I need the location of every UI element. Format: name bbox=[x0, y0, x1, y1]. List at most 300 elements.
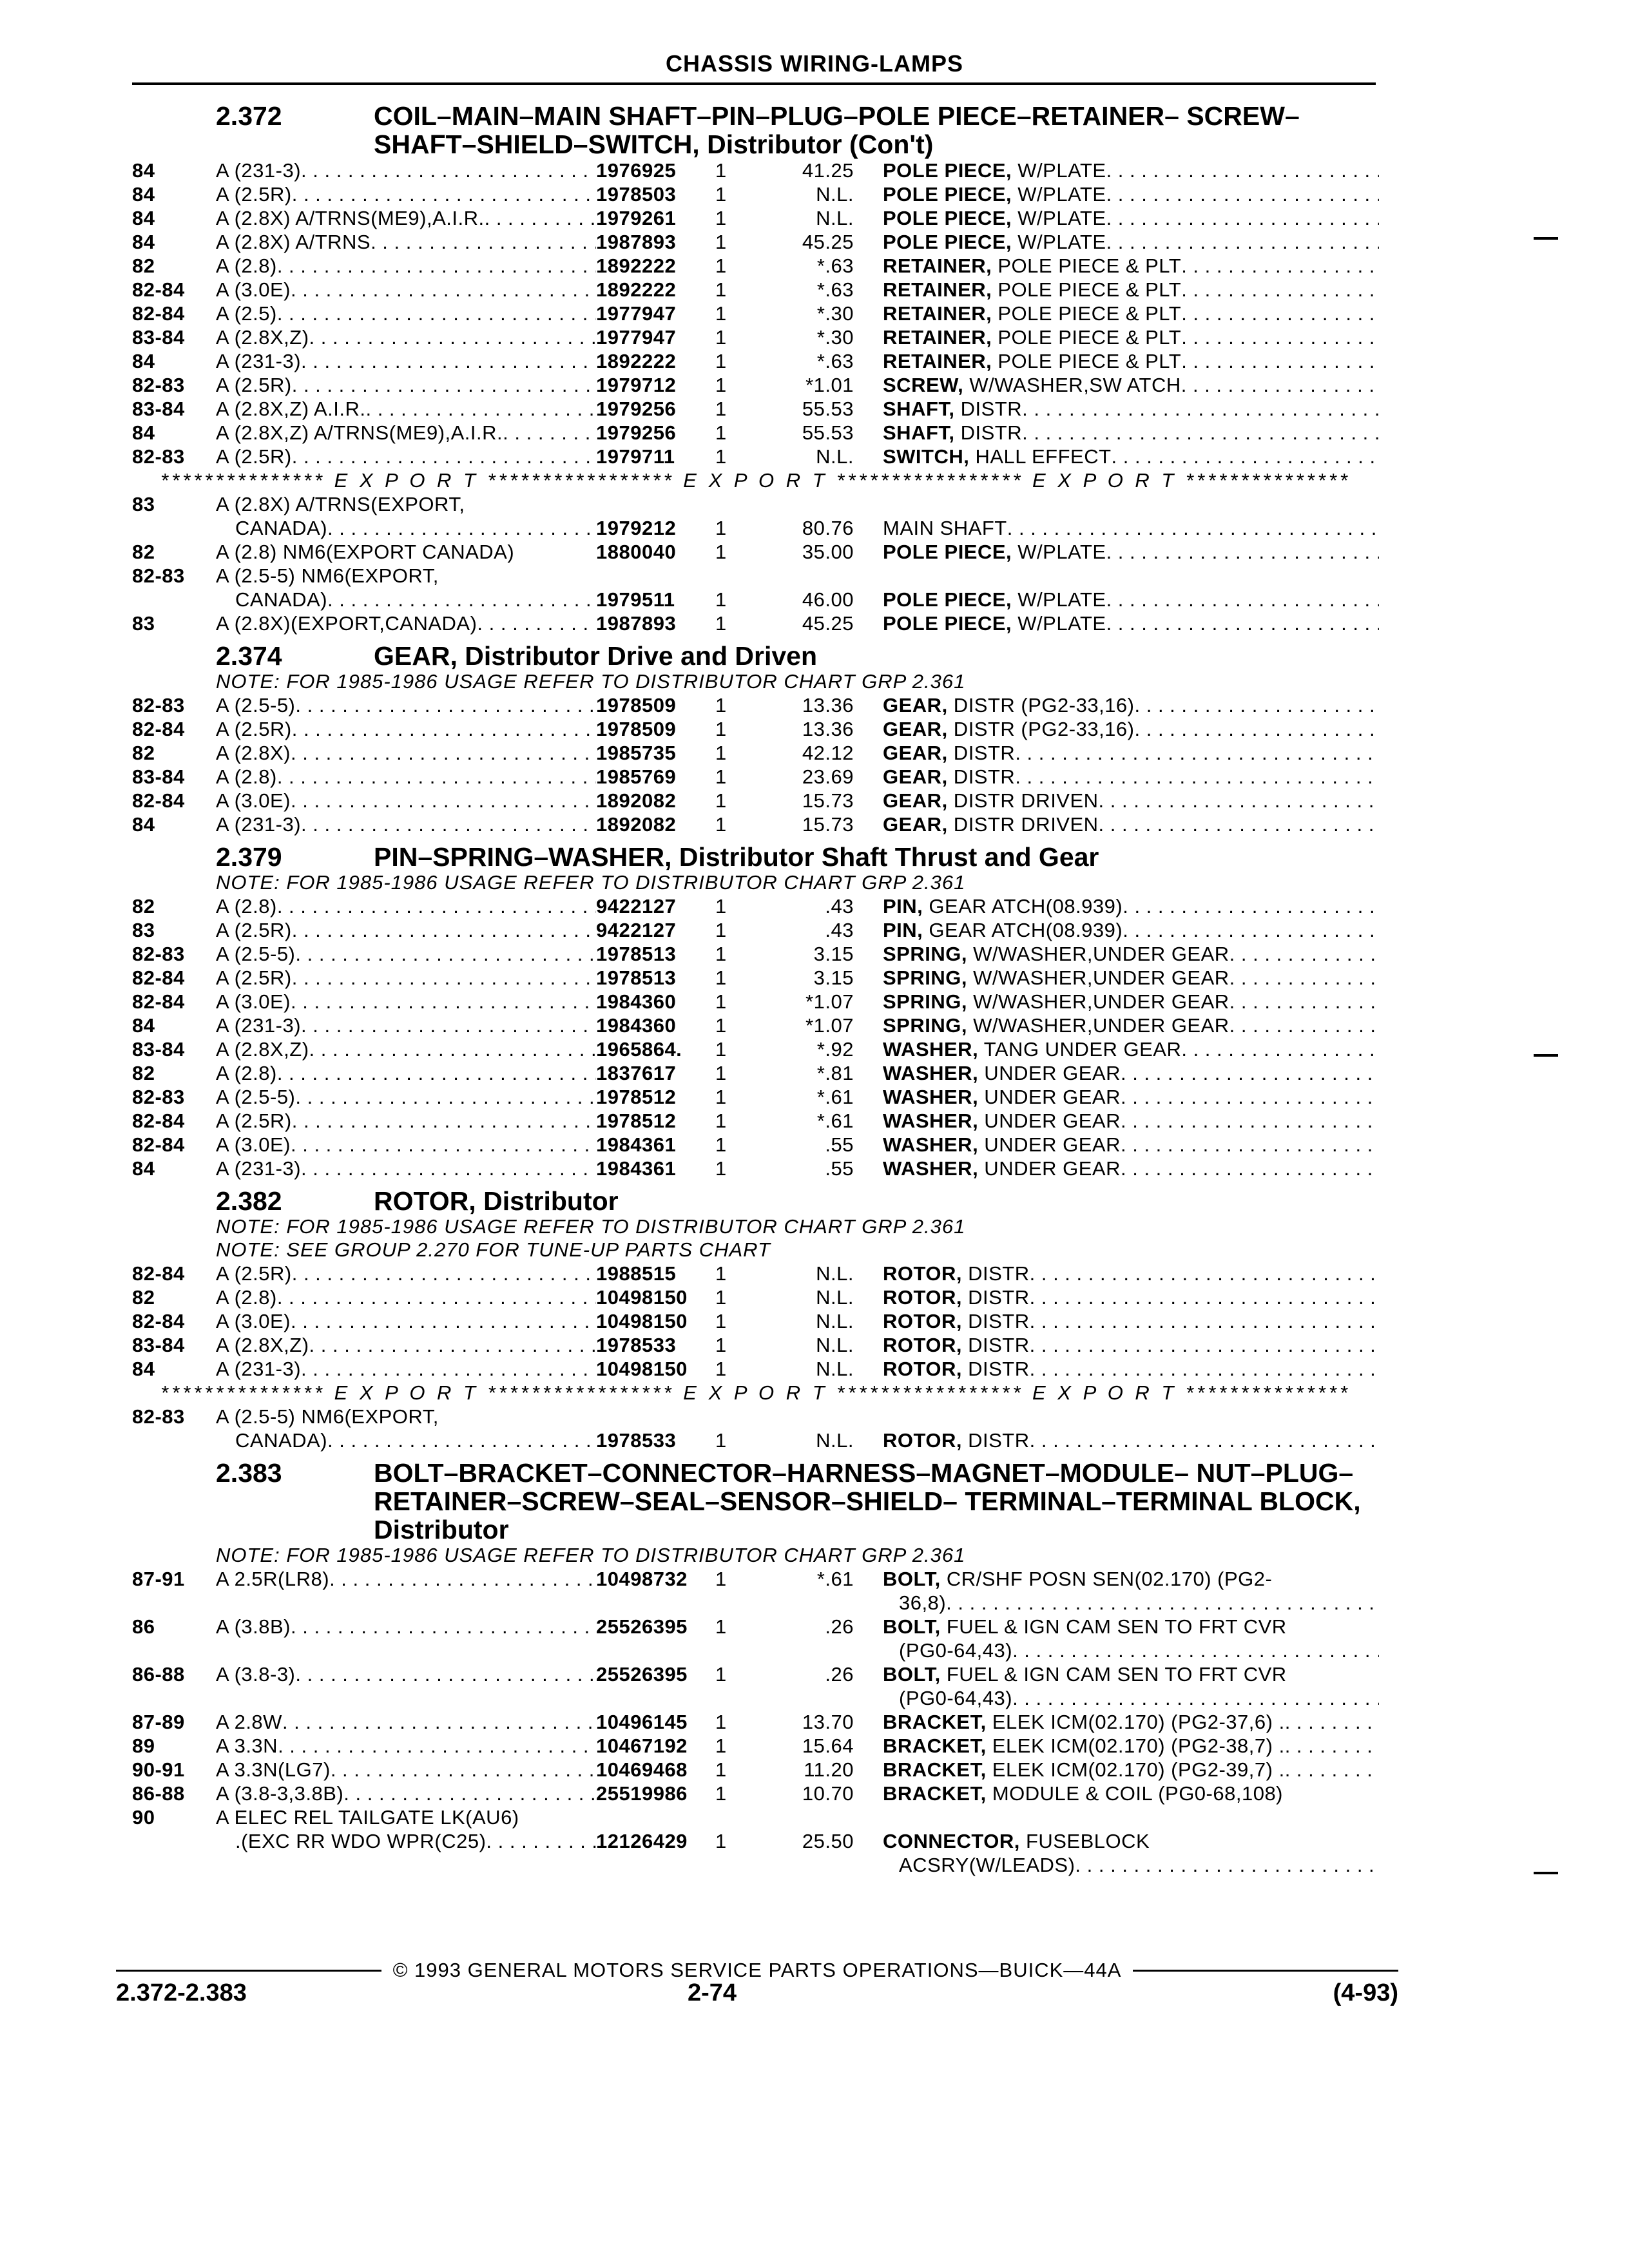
description: RETAINER, POLE PIECE & PLT bbox=[883, 278, 1182, 301]
application-cell bbox=[216, 1662, 596, 1686]
part-number: 1978513 bbox=[596, 966, 677, 989]
part-row bbox=[132, 373, 1379, 397]
quantity: 1 bbox=[715, 1062, 727, 1084]
description-cell bbox=[854, 717, 1379, 741]
description-cell bbox=[854, 564, 1379, 588]
price: N.L. bbox=[816, 207, 854, 229]
application-cell bbox=[216, 159, 596, 182]
leader-dots bbox=[309, 325, 596, 349]
description-keyword: POLE PIECE, bbox=[883, 183, 1012, 206]
price: N.L. bbox=[816, 1286, 854, 1309]
quantity: 1 bbox=[715, 895, 727, 918]
part-row bbox=[132, 1428, 1379, 1452]
description: MAIN SHAFT bbox=[883, 517, 1007, 539]
price: N.L. bbox=[816, 183, 854, 206]
application: A (2.5R) bbox=[216, 374, 292, 396]
application-cell bbox=[216, 182, 596, 206]
application-cell bbox=[216, 206, 596, 230]
leader-dots bbox=[1285, 1710, 1379, 1734]
application-cell bbox=[216, 302, 596, 325]
application-cell bbox=[216, 1357, 596, 1381]
quantity bbox=[706, 1405, 757, 1428]
part-number: 1978509 bbox=[596, 694, 677, 716]
application: A (2.8) bbox=[216, 1062, 277, 1084]
price: 15.73 bbox=[802, 813, 854, 836]
description-keyword: GEAR, bbox=[883, 742, 948, 764]
description-keyword: RETAINER, bbox=[883, 326, 992, 349]
description: SPRING, W/WASHER,UNDER GEAR bbox=[883, 943, 1229, 965]
description-cell bbox=[854, 918, 1379, 942]
description-cell bbox=[854, 159, 1379, 182]
leader-dots bbox=[1181, 349, 1379, 373]
part-number: 1978509 bbox=[596, 718, 677, 740]
application-cell bbox=[216, 1686, 596, 1710]
leader-dots bbox=[1229, 1014, 1379, 1037]
model-years: 83-84 bbox=[132, 1334, 185, 1356]
leader-dots bbox=[1229, 990, 1379, 1014]
price: 46.00 bbox=[802, 588, 854, 611]
part-row bbox=[132, 492, 1379, 516]
model-years: 86-88 bbox=[132, 1663, 185, 1686]
description-keyword: SHAFT, bbox=[883, 421, 955, 444]
description-keyword: CONNECTOR, bbox=[883, 1830, 1020, 1852]
description: GEAR, DISTR bbox=[883, 765, 1016, 788]
section-title: PIN–SPRING–WASHER, Distributor Shaft Thrust and Gear bbox=[374, 842, 1099, 872]
model-years bbox=[132, 1829, 216, 1853]
price: *1.07 bbox=[805, 990, 854, 1013]
part-number: 1880040 bbox=[596, 541, 677, 563]
quantity: 1 bbox=[715, 588, 727, 611]
leader-dots bbox=[277, 302, 596, 325]
application: A (231-3) bbox=[216, 813, 302, 836]
quantity: 1 bbox=[715, 1157, 727, 1180]
model-years: 83 bbox=[132, 919, 155, 941]
quantity bbox=[706, 1686, 757, 1710]
price: .55 bbox=[825, 1133, 854, 1156]
description-keyword: GEAR, bbox=[883, 718, 948, 740]
part-row bbox=[132, 421, 1379, 445]
part-number: 1979261 bbox=[596, 207, 677, 229]
description: POLE PIECE, W/PLATE bbox=[883, 183, 1106, 206]
footer-rule-left bbox=[116, 1970, 381, 1972]
description-keyword: POLE PIECE, bbox=[883, 159, 1012, 182]
application: A (2.5R) bbox=[216, 966, 292, 989]
description-keyword: WASHER, bbox=[883, 1086, 979, 1108]
quantity: 1 bbox=[715, 1334, 727, 1356]
part-number: 1978512 bbox=[596, 1110, 677, 1132]
quantity: 1 bbox=[715, 374, 727, 396]
description: POLE PIECE, W/PLATE bbox=[883, 207, 1106, 229]
price: 42.12 bbox=[802, 742, 854, 764]
application-cell bbox=[216, 1061, 596, 1085]
application-cell bbox=[216, 1285, 596, 1309]
model-years bbox=[132, 1428, 216, 1452]
description: GEAR, DISTR (PG2-33,16) bbox=[883, 718, 1135, 740]
description: GEAR, DISTR bbox=[883, 742, 1016, 764]
quantity: 1 bbox=[715, 1014, 727, 1037]
part-number: 25526395 bbox=[596, 1663, 688, 1686]
price: 13.70 bbox=[802, 1711, 854, 1733]
part-row bbox=[132, 182, 1379, 206]
description: ACSRY(W/LEADS) bbox=[899, 1854, 1075, 1876]
footer-section-range: 2.372-2.383 bbox=[116, 1979, 247, 2006]
application: A (3.8-3) bbox=[216, 1663, 296, 1686]
application: A (2.8X,Z) A/TRNS(ME9),A.I.R. bbox=[216, 421, 503, 444]
description-cell bbox=[854, 942, 1379, 966]
section-number: 2.382 bbox=[216, 1186, 282, 1216]
description-cell bbox=[854, 1085, 1379, 1109]
price: N.L. bbox=[816, 1358, 854, 1380]
description-cell bbox=[854, 1262, 1379, 1285]
description-keyword: BRACKET, bbox=[883, 1711, 987, 1733]
section-note: NOTE: FOR 1985-1986 USAGE REFER TO DISTRIBUTOR CHART GRP 2.361 bbox=[216, 1544, 966, 1566]
description: SCREW, W/WASHER,SW ATCH bbox=[883, 374, 1181, 396]
description-keyword: SPRING, bbox=[883, 943, 967, 965]
quantity: 1 bbox=[715, 445, 727, 468]
parts-section bbox=[132, 642, 1379, 836]
leader-dots bbox=[301, 159, 596, 182]
application-cell bbox=[216, 516, 596, 540]
leader-dots bbox=[277, 894, 596, 918]
model-years: 89 bbox=[132, 1735, 155, 1757]
description-cell bbox=[854, 1567, 1379, 1591]
part-number: 1979256 bbox=[596, 398, 677, 420]
leader-dots bbox=[1022, 421, 1379, 445]
leader-dots bbox=[1106, 182, 1379, 206]
part-row bbox=[132, 789, 1379, 812]
page-title: CHASSIS WIRING-LAMPS bbox=[665, 50, 963, 77]
model-years: 82-83 bbox=[132, 943, 185, 965]
application: CANADA) bbox=[235, 1429, 328, 1452]
description: WASHER, UNDER GEAR bbox=[883, 1086, 1121, 1108]
quantity: 1 bbox=[715, 966, 727, 989]
section-heading bbox=[132, 1459, 1379, 1544]
part-number: 1979711 bbox=[596, 445, 675, 468]
leader-dots bbox=[295, 942, 596, 966]
description-cell bbox=[854, 1061, 1379, 1085]
part-row bbox=[132, 540, 1379, 564]
application: A (2.5R) bbox=[216, 919, 292, 941]
section-heading bbox=[132, 102, 1379, 159]
price: 35.00 bbox=[802, 541, 854, 563]
application-cell bbox=[216, 693, 596, 717]
part-number: 1978503 bbox=[596, 183, 677, 206]
leader-dots bbox=[1135, 693, 1380, 717]
description: WASHER, UNDER GEAR bbox=[883, 1110, 1121, 1132]
description: 36,8) bbox=[899, 1591, 947, 1614]
footer-revision-date: (4-93) bbox=[1333, 1979, 1399, 2006]
description: BRACKET, ELEK ICM(02.170) (PG2-38,7) . bbox=[883, 1735, 1285, 1757]
margin-mark bbox=[1534, 237, 1558, 240]
description: BOLT, CR/SHF POSN SEN(02.170) (PG2- bbox=[883, 1568, 1273, 1590]
parts-section bbox=[132, 1459, 1379, 1877]
price: 10.70 bbox=[802, 1782, 854, 1805]
quantity: 1 bbox=[715, 1429, 727, 1452]
quantity bbox=[706, 1591, 757, 1615]
part-number: 1978513 bbox=[596, 943, 677, 965]
description-cell bbox=[854, 182, 1379, 206]
leader-dots bbox=[292, 966, 596, 990]
application-cell bbox=[216, 230, 596, 254]
price: *.30 bbox=[816, 302, 854, 325]
part-row bbox=[132, 1061, 1379, 1085]
application-cell bbox=[216, 1428, 596, 1452]
model-years: 82-83 bbox=[132, 564, 185, 587]
leader-dots bbox=[1007, 516, 1379, 540]
description: POLE PIECE, W/PLATE bbox=[883, 231, 1106, 253]
price bbox=[757, 1405, 854, 1428]
part-number: 9422127 bbox=[596, 895, 677, 918]
leader-dots bbox=[301, 1357, 596, 1381]
header-rule bbox=[132, 82, 1376, 85]
application: A (231-3) bbox=[216, 1014, 302, 1037]
part-row bbox=[132, 564, 1379, 588]
leader-dots bbox=[1181, 325, 1379, 349]
part-row bbox=[132, 302, 1379, 325]
price: 11.20 bbox=[804, 1758, 854, 1781]
application-cell bbox=[216, 397, 596, 421]
description-keyword: SWITCH, bbox=[883, 445, 970, 468]
description-cell bbox=[854, 894, 1379, 918]
part-row bbox=[132, 254, 1379, 278]
price: 45.25 bbox=[802, 231, 854, 253]
application: A (2.8X) A/TRNS(ME9),A.I.R. bbox=[216, 207, 485, 229]
model-years: 86-88 bbox=[132, 1782, 185, 1805]
part-number bbox=[596, 1591, 706, 1615]
part-row bbox=[132, 1853, 1379, 1877]
model-years: 82-83 bbox=[132, 445, 185, 468]
application-cell bbox=[216, 349, 596, 373]
description-cell bbox=[854, 492, 1379, 516]
application-cell bbox=[216, 421, 596, 445]
footer-copyright: © 1993 GENERAL MOTORS SERVICE PARTS OPERATIONS—BUICK—44A bbox=[392, 1959, 1122, 1981]
application: A (2.8X,Z) bbox=[216, 1038, 309, 1061]
quantity: 1 bbox=[715, 1568, 727, 1590]
part-row bbox=[132, 741, 1379, 765]
price bbox=[757, 564, 854, 588]
description-cell bbox=[854, 1734, 1379, 1758]
quantity: 1 bbox=[715, 694, 727, 716]
quantity: 1 bbox=[715, 990, 727, 1013]
section-note: NOTE: SEE GROUP 2.270 FOR TUNE-UP PARTS CHART bbox=[216, 1238, 771, 1261]
description: RETAINER, POLE PIECE & PLT bbox=[883, 326, 1182, 349]
description-cell bbox=[854, 1782, 1379, 1805]
application: A (2.8) bbox=[216, 1286, 277, 1309]
application: A (2.5R) bbox=[216, 1110, 292, 1132]
price: *.63 bbox=[816, 255, 854, 277]
export-separator: *************** E X P O R T ***************** E X P O R T ***************** E X P O R T *************** bbox=[160, 1381, 1351, 1404]
price: .55 bbox=[825, 1157, 854, 1180]
leader-dots bbox=[292, 918, 596, 942]
section-title: ROTOR, Distributor bbox=[374, 1186, 619, 1216]
description: PIN, GEAR ATCH(08.939) bbox=[883, 895, 1123, 918]
application-cell bbox=[216, 1333, 596, 1357]
leader-dots bbox=[365, 397, 596, 421]
application: A 2.8W bbox=[216, 1711, 282, 1733]
application: A (2.8X,Z) bbox=[216, 326, 309, 349]
leader-dots bbox=[327, 1428, 596, 1452]
quantity bbox=[706, 492, 757, 516]
leader-dots bbox=[282, 1710, 596, 1734]
model-years bbox=[132, 1639, 216, 1662]
part-row bbox=[132, 325, 1379, 349]
leader-dots bbox=[295, 693, 596, 717]
model-years: 83-84 bbox=[132, 1038, 185, 1061]
part-number: 1977947 bbox=[596, 326, 677, 349]
model-years: 82-83 bbox=[132, 1086, 185, 1108]
description: SPRING, W/WASHER,UNDER GEAR bbox=[883, 1014, 1229, 1037]
description-keyword: POLE PIECE, bbox=[883, 541, 1012, 563]
price bbox=[757, 1853, 854, 1877]
description-keyword: RETAINER, bbox=[883, 302, 992, 325]
quantity: 1 bbox=[715, 612, 727, 635]
description-keyword: POLE PIECE, bbox=[883, 588, 1012, 611]
model-years: 83 bbox=[132, 493, 155, 515]
part-number: 1978512 bbox=[596, 1086, 677, 1108]
leader-dots bbox=[301, 349, 596, 373]
model-years: 90-91 bbox=[132, 1758, 185, 1781]
leader-dots bbox=[1099, 789, 1379, 812]
description-keyword: WASHER, bbox=[883, 1038, 979, 1061]
description-cell bbox=[854, 990, 1379, 1014]
part-row bbox=[132, 397, 1379, 421]
description: BRACKET, ELEK ICM(02.170) (PG2-39,7) . bbox=[883, 1758, 1285, 1781]
description: PIN, GEAR ATCH(08.939) bbox=[883, 919, 1123, 941]
price: *1.01 bbox=[805, 374, 854, 396]
part-row bbox=[132, 588, 1379, 611]
leader-dots bbox=[1181, 278, 1379, 302]
quantity: 1 bbox=[715, 398, 727, 420]
part-number: 1979511 bbox=[596, 588, 675, 611]
leader-dots bbox=[1121, 1061, 1379, 1085]
leader-dots bbox=[277, 1285, 596, 1309]
description-keyword: WASHER, bbox=[883, 1062, 979, 1084]
leader-dots bbox=[1121, 1109, 1379, 1133]
description-keyword: RETAINER, bbox=[883, 255, 992, 277]
leader-dots bbox=[291, 741, 596, 765]
part-number: 1892082 bbox=[596, 789, 677, 812]
price: 55.53 bbox=[802, 398, 854, 420]
part-row bbox=[132, 1662, 1379, 1686]
description-keyword: BOLT, bbox=[883, 1615, 941, 1638]
part-row bbox=[132, 1333, 1379, 1357]
part-row bbox=[132, 1037, 1379, 1061]
description-keyword: SPRING, bbox=[883, 990, 967, 1013]
leader-dots bbox=[1012, 1639, 1379, 1662]
part-number: 10498150 bbox=[596, 1310, 688, 1332]
quantity: 1 bbox=[715, 1711, 727, 1733]
price: *.81 bbox=[816, 1062, 854, 1084]
quantity: 1 bbox=[715, 718, 727, 740]
model-years: 84 bbox=[132, 1157, 155, 1180]
leader-dots bbox=[1112, 445, 1379, 468]
part-row bbox=[132, 1309, 1379, 1333]
description-cell bbox=[854, 1428, 1379, 1452]
application-cell bbox=[216, 812, 596, 836]
model-years: 83-84 bbox=[132, 765, 185, 788]
part-number: 10469468 bbox=[596, 1758, 688, 1781]
description-cell bbox=[854, 588, 1379, 611]
description-cell bbox=[854, 1662, 1379, 1686]
leader-dots bbox=[1123, 918, 1379, 942]
part-number: 1892082 bbox=[596, 813, 677, 836]
quantity: 1 bbox=[715, 1615, 727, 1638]
quantity: 1 bbox=[715, 207, 727, 229]
application-cell bbox=[216, 1615, 596, 1639]
part-number: 1984361 bbox=[596, 1133, 677, 1156]
description: ROTOR, DISTR bbox=[883, 1262, 1030, 1285]
description: GEAR, DISTR (PG2-33,16) bbox=[883, 694, 1135, 716]
description-keyword: PIN, bbox=[883, 895, 923, 918]
section-number: 2.372 bbox=[216, 101, 282, 131]
description: GEAR, DISTR DRIVEN bbox=[883, 789, 1099, 812]
quantity: 1 bbox=[715, 302, 727, 325]
application-cell bbox=[216, 1014, 596, 1037]
application-cell bbox=[216, 1639, 596, 1662]
description-cell bbox=[854, 373, 1379, 397]
price: N.L. bbox=[816, 1429, 854, 1452]
part-row bbox=[132, 918, 1379, 942]
description-cell bbox=[854, 1710, 1379, 1734]
description-cell bbox=[854, 230, 1379, 254]
leader-dots bbox=[292, 373, 596, 397]
description-keyword: SCREW, bbox=[883, 374, 964, 396]
leader-dots bbox=[1015, 765, 1379, 789]
leader-dots bbox=[1181, 254, 1379, 278]
model-years: 82-84 bbox=[132, 789, 185, 812]
description-keyword: BOLT, bbox=[883, 1568, 941, 1590]
application-cell bbox=[216, 1782, 596, 1805]
quantity: 1 bbox=[715, 813, 727, 836]
price: N.L. bbox=[816, 445, 854, 468]
section-title: COIL–MAIN–MAIN SHAFT–PIN–PLUG–POLE PIECE–RETAINER– SCREW–SHAFT–SHIELD–SWITCH, Distributor (Con't) bbox=[374, 101, 1300, 159]
model-years: 84 bbox=[132, 231, 155, 253]
quantity: 1 bbox=[715, 1286, 727, 1309]
quantity bbox=[706, 1639, 757, 1662]
price bbox=[757, 1639, 854, 1662]
description: RETAINER, POLE PIECE & PLT bbox=[883, 350, 1182, 372]
part-number: 1978533 bbox=[596, 1334, 677, 1356]
leader-dots bbox=[486, 1829, 596, 1853]
application-cell bbox=[216, 1567, 596, 1591]
leader-dots bbox=[1229, 942, 1379, 966]
price: 15.73 bbox=[802, 789, 854, 812]
application-cell bbox=[216, 1133, 596, 1157]
section-title: BOLT–BRACKET–CONNECTOR–HARNESS–MAGNET–MODULE– NUT–PLUG–RETAINER–SCREW–SEAL–SENSOR–SHIELD– TERMINAL–TERMINAL BLOCK, Distributor bbox=[374, 1458, 1361, 1544]
leader-dots bbox=[327, 516, 596, 540]
model-years bbox=[132, 588, 216, 611]
leader-dots bbox=[1099, 812, 1379, 836]
leader-dots bbox=[1135, 717, 1380, 741]
application: A (2.5R) bbox=[216, 183, 292, 206]
part-number: 10498732 bbox=[596, 1568, 688, 1590]
leader-dots bbox=[292, 445, 596, 468]
application-cell bbox=[216, 611, 596, 635]
quantity: 1 bbox=[715, 1262, 727, 1285]
description-keyword: WASHER, bbox=[883, 1110, 979, 1132]
price: 13.36 bbox=[802, 694, 854, 716]
description-keyword: BRACKET, bbox=[883, 1758, 987, 1781]
part-number: 12126429 bbox=[596, 1830, 688, 1852]
quantity: 1 bbox=[715, 541, 727, 563]
description: (PG0-64,43) bbox=[899, 1687, 1013, 1709]
description: ROTOR, DISTR bbox=[883, 1310, 1030, 1332]
leader-dots bbox=[1123, 894, 1379, 918]
price: .26 bbox=[825, 1615, 854, 1638]
model-years: 82-84 bbox=[132, 718, 185, 740]
parts-section bbox=[132, 1187, 1379, 1452]
price bbox=[757, 1686, 854, 1710]
